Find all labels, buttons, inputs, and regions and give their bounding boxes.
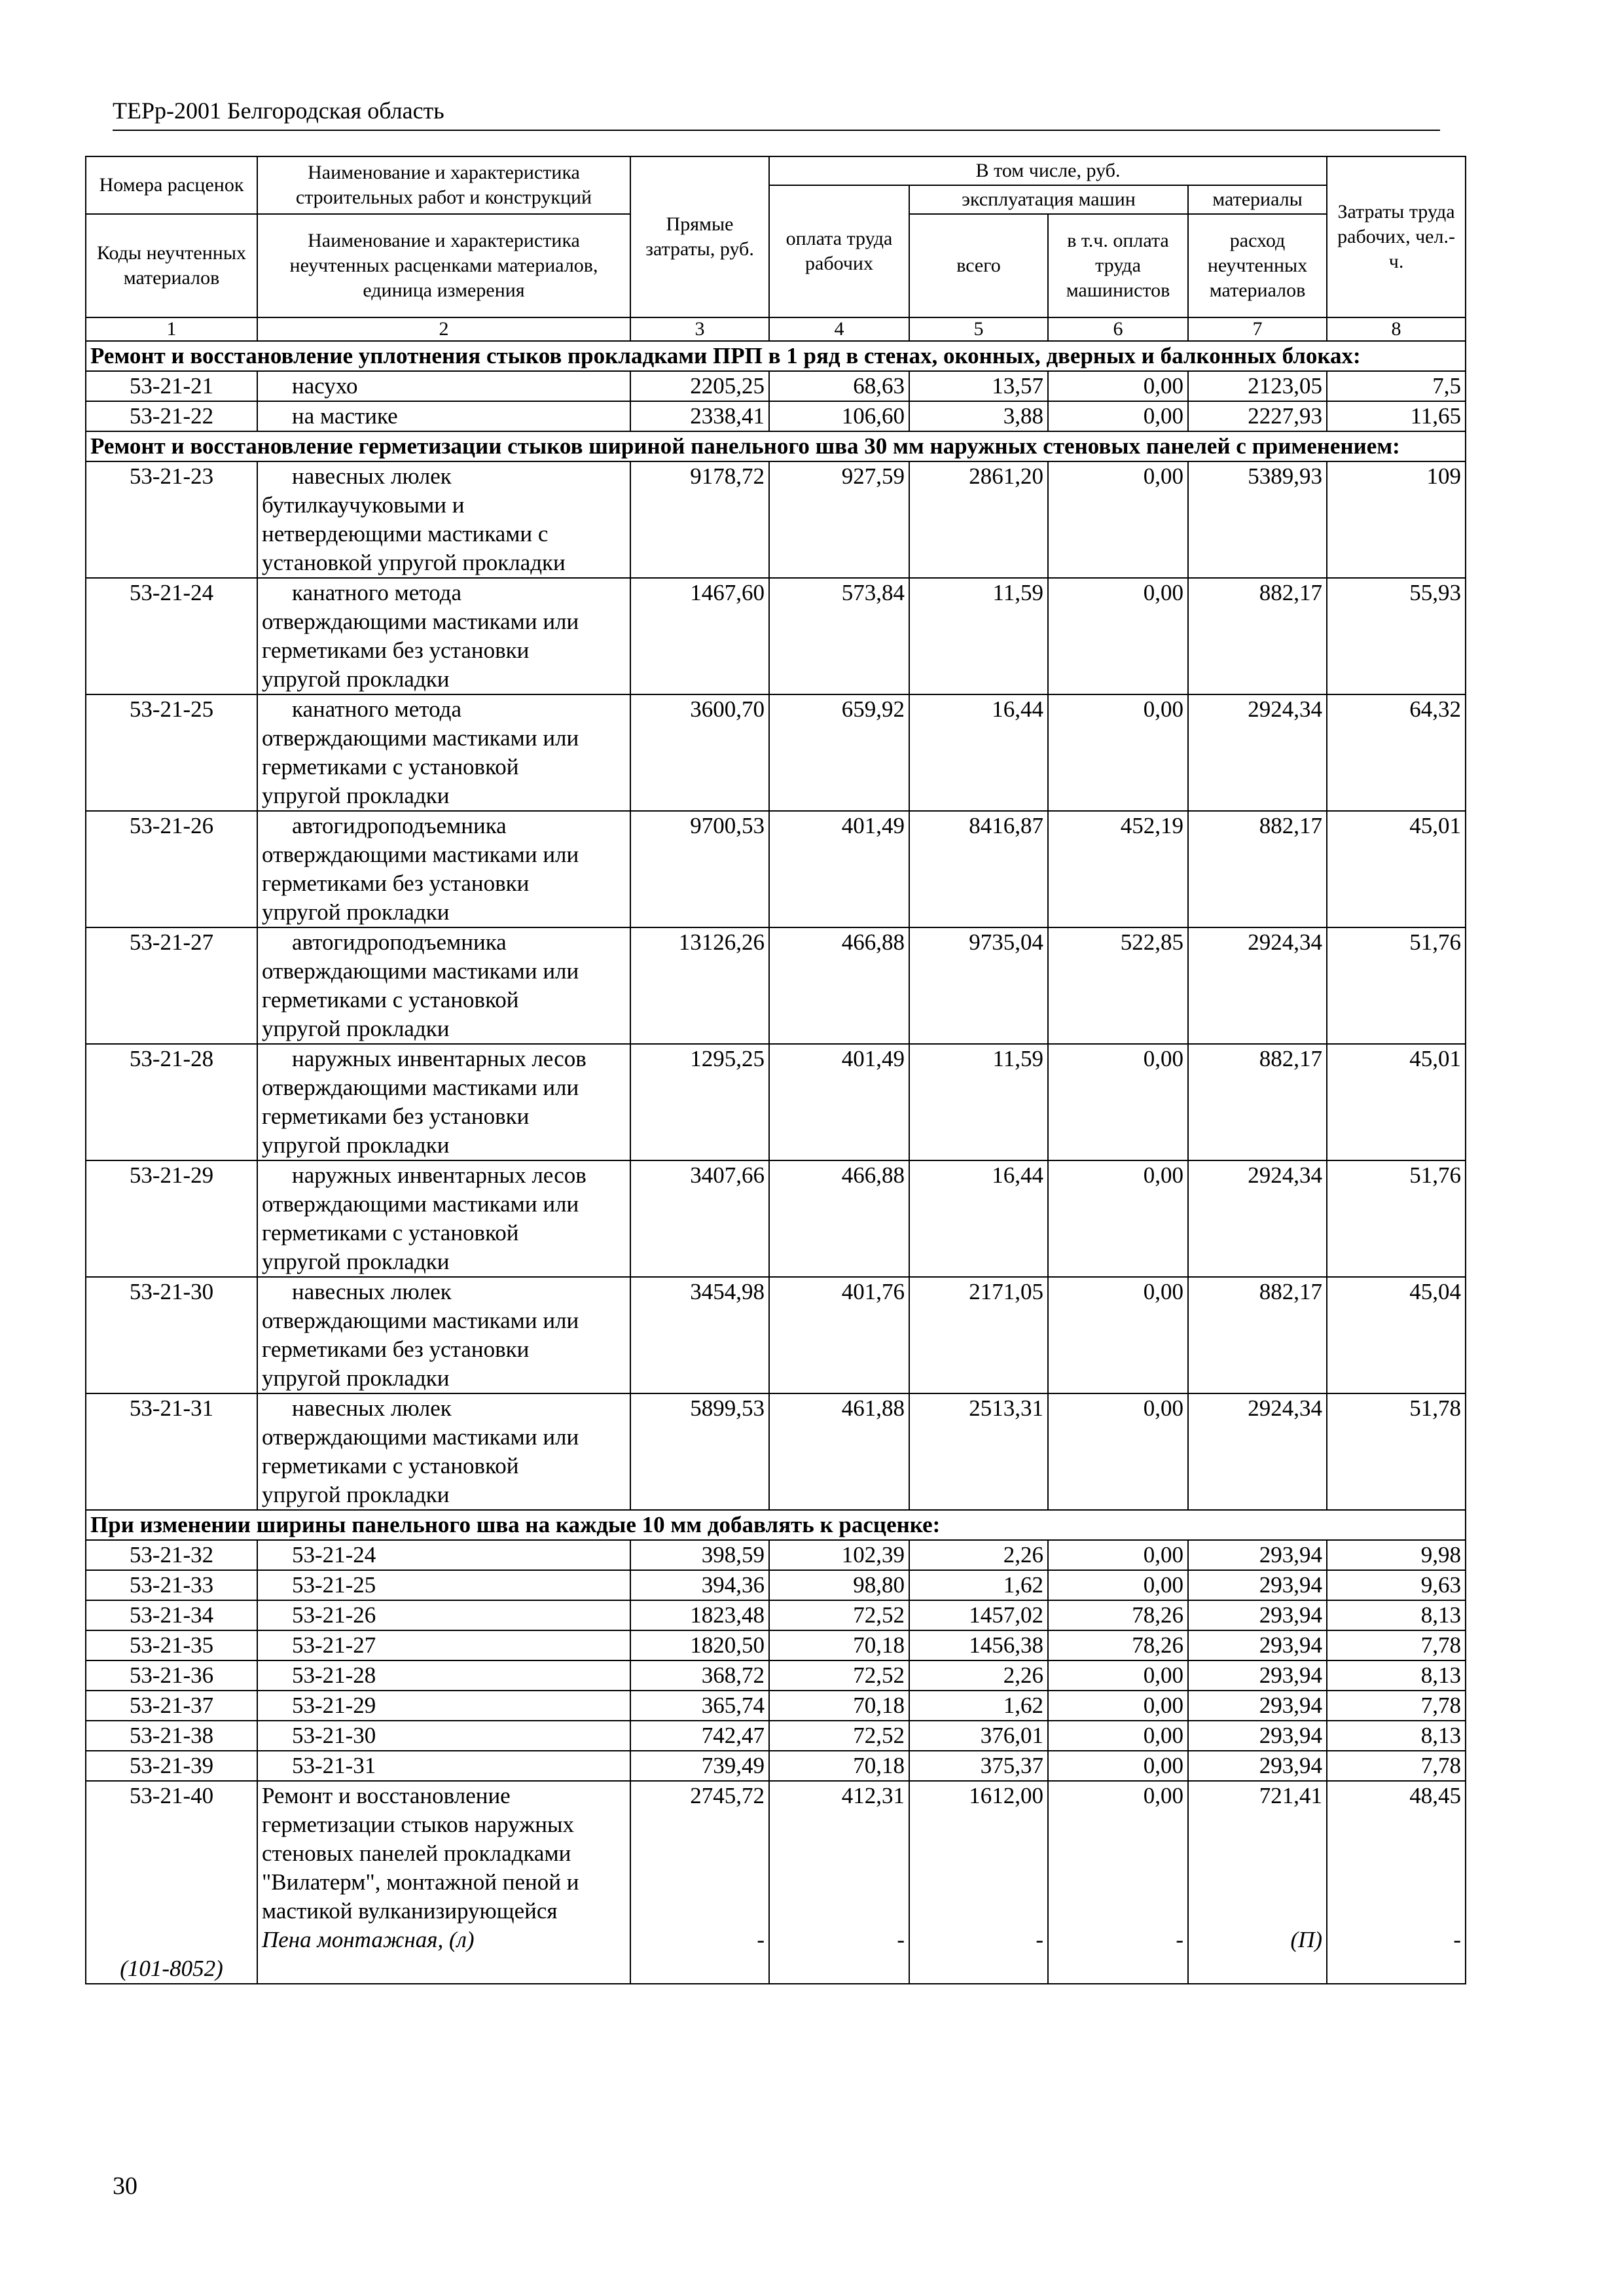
machines-total: 2513,31: [909, 1393, 1048, 1510]
page-number: 30: [113, 2172, 137, 2200]
labor-costs: 8,13: [1327, 1660, 1466, 1691]
labor-costs: 45,04: [1327, 1277, 1466, 1393]
operator-pay: 0,00: [1048, 578, 1188, 694]
rate-code: 53-21-25: [86, 694, 257, 811]
machines-total: 1456,38: [909, 1630, 1048, 1660]
rate-code: 53-21-28: [86, 1044, 257, 1160]
table-row: [86, 578, 1466, 694]
value: 2745,72: [690, 1783, 765, 1808]
header-unaccounted-materials: расход неучтенных материалов: [1188, 214, 1327, 317]
materials-cost: 2924,34: [1188, 694, 1327, 811]
rate-name: [257, 1751, 630, 1781]
column-number: 7: [1188, 317, 1327, 341]
rate-name-line: герметиками с установкой: [262, 1453, 519, 1479]
worker-pay: 68,63: [769, 371, 909, 401]
material-value: (П): [1290, 1927, 1323, 1952]
worker-pay: 659,92: [769, 694, 909, 811]
worker-pay: 466,88: [769, 927, 909, 1044]
header-work-name: Наименование и характеристика строительных работ и конструкций: [257, 156, 630, 214]
column-number: 6: [1048, 317, 1188, 341]
header-materials: материалы: [1188, 185, 1327, 214]
spacer: [914, 1810, 1043, 1926]
rate-name: [257, 927, 630, 1044]
labor-costs: [1327, 1781, 1466, 1984]
rate-name-line: герметизации стыков наружных: [262, 1812, 575, 1837]
section-row: [86, 1510, 1466, 1540]
machines-total: 2,26: [909, 1540, 1048, 1570]
labor-costs: 51,78: [1327, 1393, 1466, 1510]
rate-name: [257, 1781, 630, 1984]
worker-pay: [769, 1781, 909, 1984]
labor-costs: 45,01: [1327, 1044, 1466, 1160]
operator-pay: 0,00: [1048, 1691, 1188, 1721]
column-number: 5: [909, 317, 1048, 341]
rate-name-line: стеновых панелей прокладками: [262, 1840, 571, 1866]
header-machines-total: всего: [909, 214, 1048, 317]
machines-total: 375,37: [909, 1751, 1048, 1781]
column-number: 1: [86, 317, 257, 341]
column-number: 2: [257, 317, 630, 341]
direct-costs: 739,49: [630, 1751, 769, 1781]
machines-total: 8416,87: [909, 811, 1048, 927]
rate-name: [257, 1691, 630, 1721]
rate-name: [257, 1160, 630, 1277]
rate-code-value: 53-21-40: [129, 1783, 214, 1808]
rate-name-line: насухо: [292, 373, 358, 399]
header-rate-numbers: Номера расценок: [86, 156, 257, 214]
operator-pay: 522,85: [1048, 927, 1188, 1044]
value: 1612,00: [969, 1783, 1043, 1808]
section-heading: При изменении ширины панельного шва на каждые 10 мм добавлять к расценке:: [86, 1510, 1466, 1540]
rate-code: 53-21-36: [86, 1660, 257, 1691]
materials-cost: 2227,93: [1188, 401, 1327, 431]
material-value: -: [757, 1927, 765, 1952]
rate-name-line: нетвердеющими мастиками с: [262, 521, 549, 547]
machines-total: 13,57: [909, 371, 1048, 401]
column-number: 3: [630, 317, 769, 341]
table-header: [86, 156, 1466, 341]
materials-cost: 293,94: [1188, 1660, 1327, 1691]
table-row: [86, 401, 1466, 431]
operator-pay: 78,26: [1048, 1600, 1188, 1630]
rate-name-line: упругой прокладки: [262, 783, 450, 808]
table-row: [86, 1044, 1466, 1160]
rate-name-line: упругой прокладки: [262, 1132, 450, 1158]
machines-total: 1,62: [909, 1691, 1048, 1721]
labor-costs: 7,78: [1327, 1630, 1466, 1660]
worker-pay: 70,18: [769, 1691, 909, 1721]
section-heading: Ремонт и восстановление герметизации стыков шириной панельного шва 30 мм наружных стеновых панелей с применением:: [86, 431, 1466, 461]
rate-code: 53-21-32: [86, 1540, 257, 1570]
operator-pay: 0,00: [1048, 1540, 1188, 1570]
table-row: [86, 1691, 1466, 1721]
rate-name-line: упругой прокладки: [262, 1016, 450, 1041]
materials-cost: 293,94: [1188, 1751, 1327, 1781]
labor-costs: 64,32: [1327, 694, 1466, 811]
labor-costs: 55,93: [1327, 578, 1466, 694]
value: 48,45: [1409, 1783, 1462, 1808]
labor-costs: 51,76: [1327, 1160, 1466, 1277]
rates-table: [85, 156, 1466, 1984]
operator-pay: 0,00: [1048, 1393, 1188, 1510]
machines-total: 2171,05: [909, 1277, 1048, 1393]
operator-pay: 452,19: [1048, 811, 1188, 927]
labor-costs: 8,13: [1327, 1721, 1466, 1751]
rate-name-line: установкой упругой прокладки: [262, 550, 566, 575]
labor-costs: 11,65: [1327, 401, 1466, 431]
material-value: -: [1453, 1927, 1462, 1952]
rate-name-line: отверждающими мастиками или: [262, 1424, 579, 1450]
rate-name: [257, 1570, 630, 1600]
table-row: [86, 1540, 1466, 1570]
direct-costs: 3407,66: [630, 1160, 769, 1277]
rate-name-line: упругой прокладки: [262, 1365, 450, 1391]
rate-name-line: 53-21-24: [292, 1542, 376, 1568]
table-row: [86, 1781, 1466, 1984]
table-row: [86, 927, 1466, 1044]
worker-pay: 461,88: [769, 1393, 909, 1510]
rate-name-line: отверждающими мастиками или: [262, 609, 579, 634]
column-number: 4: [769, 317, 909, 341]
rate-code: 53-21-38: [86, 1721, 257, 1751]
header-material-codes: Коды неучтенных материалов: [86, 214, 257, 317]
materials-cost: 293,94: [1188, 1691, 1327, 1721]
rate-name-line: отверждающими мастиками или: [262, 725, 579, 751]
rate-code: 53-21-24: [86, 578, 257, 694]
rate-name: [257, 1277, 630, 1393]
rate-name-line: отверждающими мастиками или: [262, 842, 579, 867]
direct-costs: 13126,26: [630, 927, 769, 1044]
direct-costs: [630, 1781, 769, 1984]
rate-name: [257, 811, 630, 927]
direct-costs: 5899,53: [630, 1393, 769, 1510]
spacer: [635, 1810, 765, 1926]
materials-cost: 2924,34: [1188, 927, 1327, 1044]
rate-name-line: 53-21-31: [292, 1753, 376, 1778]
material-value: -: [897, 1927, 905, 1952]
direct-costs: 1820,50: [630, 1630, 769, 1660]
rate-name-line: 53-21-29: [292, 1693, 376, 1718]
rate-name-line: канатного метода: [292, 580, 461, 605]
table-row: [86, 1630, 1466, 1660]
worker-pay: 466,88: [769, 1160, 909, 1277]
direct-costs: 394,36: [630, 1570, 769, 1600]
rate-name-line: упругой прокладки: [262, 1249, 450, 1274]
direct-costs: 9178,72: [630, 461, 769, 578]
rate-name-line: канатного метода: [292, 696, 461, 722]
operator-pay: 0,00: [1048, 371, 1188, 401]
materials-cost: 882,17: [1188, 811, 1327, 927]
value: 412,31: [841, 1783, 905, 1808]
machines-total: 16,44: [909, 1160, 1048, 1277]
rate-code: 53-21-29: [86, 1160, 257, 1277]
header-machine-operation: эксплуатация машин: [909, 185, 1188, 214]
worker-pay: 927,59: [769, 461, 909, 578]
machines-total: 376,01: [909, 1721, 1048, 1751]
rate-name-line: отверждающими мастиками или: [262, 1075, 579, 1100]
materials-cost: 882,17: [1188, 1277, 1327, 1393]
labor-costs: 9,98: [1327, 1540, 1466, 1570]
rate-name-line: автогидроподъемника: [292, 929, 507, 955]
rate-code: 53-21-30: [86, 1277, 257, 1393]
rate-name-line: автогидроподъемника: [292, 813, 507, 838]
labor-costs: 51,76: [1327, 927, 1466, 1044]
running-header-title: ТЕРр-2001 Белгородская область: [113, 98, 444, 124]
rate-name: [257, 1660, 630, 1691]
rate-name-line: упругой прокладки: [262, 899, 450, 925]
rate-name: [257, 1630, 630, 1660]
table-row: [86, 1570, 1466, 1600]
materials-cost: 293,94: [1188, 1600, 1327, 1630]
worker-pay: 573,84: [769, 578, 909, 694]
direct-costs: 398,59: [630, 1540, 769, 1570]
rate-code: 53-21-33: [86, 1570, 257, 1600]
machines-total: 11,59: [909, 1044, 1048, 1160]
operator-pay: 0,00: [1048, 461, 1188, 578]
table-row: [86, 811, 1466, 927]
direct-costs: 368,72: [630, 1660, 769, 1691]
material-value: -: [1036, 1927, 1043, 1952]
direct-costs: 742,47: [630, 1721, 769, 1751]
labor-costs: 45,01: [1327, 811, 1466, 927]
header-worker-pay: оплата труда рабочих: [769, 185, 909, 317]
operator-pay: 0,00: [1048, 1160, 1188, 1277]
direct-costs: 9700,53: [630, 811, 769, 927]
rate-name-line: навесных люлек: [292, 1395, 452, 1421]
rate-name-line: герметиками без установки: [262, 870, 530, 896]
materials-cost: 2123,05: [1188, 371, 1327, 401]
rate-name: [257, 1044, 630, 1160]
section-row: [86, 431, 1466, 461]
machines-total: 11,59: [909, 578, 1048, 694]
rate-code: 53-21-37: [86, 1691, 257, 1721]
table-row: [86, 1160, 1466, 1277]
rate-name-line: отверждающими мастиками или: [262, 958, 579, 984]
rate-name: [257, 578, 630, 694]
materials-cost: 293,94: [1188, 1630, 1327, 1660]
spacer: [1193, 1810, 1322, 1926]
table-row: [86, 1751, 1466, 1781]
table-row: [86, 371, 1466, 401]
direct-costs: 1823,48: [630, 1600, 769, 1630]
rate-name-line: герметиками без установки: [262, 1103, 530, 1129]
rate-name: [257, 371, 630, 401]
rate-name-line: 53-21-28: [292, 1662, 376, 1688]
worker-pay: 70,18: [769, 1630, 909, 1660]
direct-costs: 3454,98: [630, 1277, 769, 1393]
rate-name: [257, 694, 630, 811]
spacer: [90, 1810, 253, 1954]
labor-costs: 7,78: [1327, 1751, 1466, 1781]
rate-name-line: на мастике: [292, 403, 398, 429]
worker-pay: 106,60: [769, 401, 909, 431]
table-row: [86, 1660, 1466, 1691]
rate-name-line: герметиками без установки: [262, 1336, 530, 1362]
rate-code: 53-21-27: [86, 927, 257, 1044]
direct-costs: 2205,25: [630, 371, 769, 401]
rate-code: 53-21-34: [86, 1600, 257, 1630]
rate-name-line: навесных люлек: [292, 1279, 452, 1304]
header-material-name: Наименование и характеристика неучтенных расценками материалов, единица измерения: [257, 214, 630, 317]
operator-pay: 0,00: [1048, 1044, 1188, 1160]
direct-costs: 1295,25: [630, 1044, 769, 1160]
worker-pay: 72,52: [769, 1660, 909, 1691]
materials-cost: 882,17: [1188, 1044, 1327, 1160]
rate-name-line: упругой прокладки: [262, 1482, 450, 1507]
material-name: Пена монтажная, (л): [262, 1927, 475, 1952]
labor-costs: 9,63: [1327, 1570, 1466, 1600]
rate-name-line: 53-21-27: [292, 1632, 376, 1658]
rate-name: [257, 1721, 630, 1751]
materials-cost: 882,17: [1188, 578, 1327, 694]
operator-pay: 0,00: [1048, 1751, 1188, 1781]
table-body: [86, 341, 1466, 1984]
direct-costs: 365,74: [630, 1691, 769, 1721]
rate-name-line: герметиками с установкой: [262, 987, 519, 1013]
direct-costs: 2338,41: [630, 401, 769, 431]
table-row: [86, 1277, 1466, 1393]
rate-name-line: "Вилатерм", монтажной пеной и: [262, 1869, 579, 1895]
materials-cost: [1188, 1781, 1327, 1984]
worker-pay: 401,49: [769, 811, 909, 927]
rate-name-line: герметиками с установкой: [262, 1220, 519, 1246]
rate-name-line: отверждающими мастиками или: [262, 1308, 579, 1333]
materials-cost: 293,94: [1188, 1570, 1327, 1600]
worker-pay: 401,76: [769, 1277, 909, 1393]
rate-code: 53-21-39: [86, 1751, 257, 1781]
material-code: (101-8052): [120, 1956, 223, 1981]
rate-code: [86, 1781, 257, 1984]
rate-name: [257, 1393, 630, 1510]
header-operator-pay: в т.ч. оплата труда машинистов: [1048, 214, 1188, 317]
rate-name-line: навесных люлек: [292, 463, 452, 489]
header-including: В том числе, руб.: [769, 156, 1327, 185]
machines-total: 1,62: [909, 1570, 1048, 1600]
worker-pay: 70,18: [769, 1751, 909, 1781]
rate-code: 53-21-22: [86, 401, 257, 431]
operator-pay: 0,00: [1048, 1277, 1188, 1393]
rate-name: [257, 1600, 630, 1630]
rate-name-line: 53-21-26: [292, 1602, 376, 1628]
table-row: [86, 1393, 1466, 1510]
labor-costs: 8,13: [1327, 1600, 1466, 1630]
rate-name-line: 53-21-25: [292, 1572, 376, 1598]
rate-name-line: герметиками без установки: [262, 637, 530, 663]
table-row: [86, 694, 1466, 811]
rate-code: 53-21-21: [86, 371, 257, 401]
worker-pay: 102,39: [769, 1540, 909, 1570]
worker-pay: 98,80: [769, 1570, 909, 1600]
materials-cost: 2924,34: [1188, 1393, 1327, 1510]
machines-total: 1457,02: [909, 1600, 1048, 1630]
value: 721,41: [1259, 1783, 1323, 1808]
spacer: [774, 1810, 905, 1926]
materials-cost: 5389,93: [1188, 461, 1327, 578]
materials-cost: 2924,34: [1188, 1160, 1327, 1277]
operator-pay: 0,00: [1048, 1660, 1188, 1691]
header-rule: [113, 130, 1440, 131]
rate-name: [257, 401, 630, 431]
rate-name-line: упругой прокладки: [262, 666, 450, 692]
labor-costs: 7,5: [1327, 371, 1466, 401]
direct-costs: 3600,70: [630, 694, 769, 811]
rate-name-line: 53-21-30: [292, 1723, 376, 1748]
machines-total: 9735,04: [909, 927, 1048, 1044]
header-direct-costs: Прямые затраты, руб.: [630, 156, 769, 317]
section-heading: Ремонт и восстановление уплотнения стыков прокладками ПРП в 1 ряд в стенах, оконных, дверных и балконных блоках:: [86, 341, 1466, 371]
section-row: [86, 341, 1466, 371]
labor-costs: 109: [1327, 461, 1466, 578]
worker-pay: 72,52: [769, 1721, 909, 1751]
rate-name-line: отверждающими мастиками или: [262, 1191, 579, 1217]
spacer: [1053, 1810, 1183, 1926]
labor-costs: 7,78: [1327, 1691, 1466, 1721]
rate-name-line: герметиками с установкой: [262, 754, 519, 780]
rate-name-line: наружных инвентарных лесов: [292, 1046, 586, 1071]
rate-name: [257, 1540, 630, 1570]
table-row: [86, 1600, 1466, 1630]
operator-pay: 0,00: [1048, 401, 1188, 431]
table-row: [86, 1721, 1466, 1751]
materials-cost: 293,94: [1188, 1540, 1327, 1570]
operator-pay: 0,00: [1048, 1570, 1188, 1600]
operator-pay: 78,26: [1048, 1630, 1188, 1660]
header-labor-costs: Затраты труда рабочих, чел.-ч.: [1327, 156, 1466, 317]
column-numbers-row: [86, 317, 1466, 341]
rate-name-line: наружных инвентарных лесов: [292, 1162, 586, 1188]
materials-cost: 293,94: [1188, 1721, 1327, 1751]
table-row: [86, 461, 1466, 578]
rate-code: 53-21-31: [86, 1393, 257, 1510]
worker-pay: 72,52: [769, 1600, 909, 1630]
worker-pay: 401,49: [769, 1044, 909, 1160]
rate-code: 53-21-26: [86, 811, 257, 927]
rate-name: [257, 461, 630, 578]
operator-pay: [1048, 1781, 1188, 1984]
rate-code: 53-21-35: [86, 1630, 257, 1660]
direct-costs: 1467,60: [630, 578, 769, 694]
machines-total: 3,88: [909, 401, 1048, 431]
operator-pay: 0,00: [1048, 1721, 1188, 1751]
rate-name-line: мастикой вулканизирующейся: [262, 1898, 558, 1924]
rate-name-line: Ремонт и восстановление: [262, 1783, 511, 1808]
rate-code: 53-21-23: [86, 461, 257, 578]
machines-total: 2861,20: [909, 461, 1048, 578]
rate-name-line: бутилкаучуковыми и: [262, 492, 465, 518]
machines-total: 16,44: [909, 694, 1048, 811]
machines-total: [909, 1781, 1048, 1984]
spacer: [1331, 1810, 1461, 1926]
value: 0,00: [1143, 1783, 1183, 1808]
material-value: -: [1176, 1927, 1183, 1952]
operator-pay: 0,00: [1048, 694, 1188, 811]
machines-total: 2,26: [909, 1660, 1048, 1691]
column-number: 8: [1327, 317, 1466, 341]
